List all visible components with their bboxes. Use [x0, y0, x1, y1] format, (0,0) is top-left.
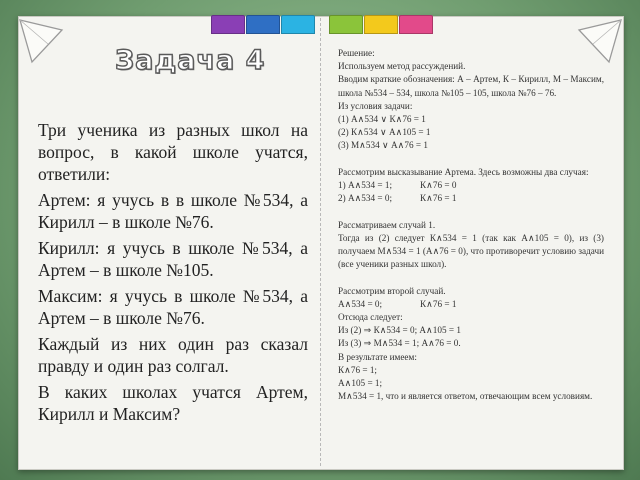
case-cell: 2) А∧534 = 0;: [338, 193, 393, 204]
case-row: [338, 192, 604, 205]
bookmark-tabs: [0, 15, 640, 33]
page-title: Задача 4: [115, 45, 266, 76]
solution-line: А∧105 = 1;: [338, 378, 383, 389]
case-cell: А∧534 = 0;: [338, 298, 383, 309]
case-cell: К∧76 = 0: [420, 180, 457, 191]
case-row: [338, 179, 604, 192]
solution-line: Из (2) ⇒ К∧534 = 0; А∧105 = 1: [338, 325, 461, 336]
problem-paragraph: Артем: я учусь в в школе №534, а Кирилл – в школе №76.: [38, 190, 308, 232]
solution-line: Рассматриваем случай 1.: [338, 219, 436, 230]
bookmark-tab: [364, 15, 398, 34]
notebook-spine: [320, 18, 322, 466]
bookmark-tab: [281, 15, 315, 34]
case-cell: К∧76 = 1: [420, 193, 457, 204]
solution-line: (2) К∧534 ∨ А∧105 = 1: [338, 127, 431, 138]
problem-paragraph: Максим: я учусь в школе №534, а Артем – в школе №76.: [38, 286, 308, 328]
solution-line: Решение:: [338, 48, 375, 58]
solution-line: Вводим краткие обозначения: А – Артем, К – Кирилл, М – Максим, школа №534 – 534, школа №105 – 105, школа №76 – 76.: [338, 74, 604, 98]
problem-paragraph: Кирилл: я учусь в школе №534, а Артем – в школе №105.: [38, 238, 308, 280]
bookmark-tab: [211, 15, 245, 34]
problem-paragraph: В каких школах учатся Артем, Кирилл и Максим?: [38, 382, 308, 424]
solution-text: [338, 47, 604, 403]
solution-line: Тогда из (2) следует К∧534 = 1 (так как А∧105 = 0), из (3) получаем М∧534 = 1 (А∧76 = 0), что противоречит условию задачи (все ученики разных школ).: [338, 232, 604, 270]
solution-line: Отсюда следует:: [338, 312, 403, 323]
solution-line: Рассмотрим второй случай.: [338, 285, 446, 296]
bookmark-tab: [399, 15, 433, 34]
case-cell: К∧76 = 1: [420, 298, 457, 309]
solution-line: Из условия задачи:: [338, 100, 413, 111]
solution-line: (1) А∧534 ∨ К∧76 = 1: [338, 114, 426, 125]
solution-line: В результате имеем:: [338, 351, 417, 362]
page-corner-fold-icon: [18, 18, 66, 66]
solution-line: (3) М∧534 ∨ А∧76 = 1: [338, 140, 428, 151]
solution-line: Рассмотрим высказывание Артема. Здесь возможны два случая:: [338, 166, 589, 177]
solution-line: М∧534 = 1, что и является ответом, отвечающим всем условиям.: [338, 391, 593, 402]
bookmark-tab: [329, 15, 363, 34]
problem-statement: [38, 119, 308, 429]
problem-paragraph: Три ученика из разных школ на вопрос, в какой школе учатся, ответили:: [38, 120, 308, 184]
solution-line: Используем метод рассуждений.: [338, 61, 466, 72]
bookmark-tab: [246, 15, 280, 34]
solution-line: Из (3) ⇒ М∧534 = 1; А∧76 = 0.: [338, 338, 461, 349]
solution-line: К∧76 = 1;: [338, 364, 377, 375]
case-cell: 1) А∧534 = 1;: [338, 180, 393, 191]
problem-paragraph: Каждый из них один раз сказал правду и один раз солгал.: [38, 334, 308, 376]
case-row: [338, 298, 604, 311]
